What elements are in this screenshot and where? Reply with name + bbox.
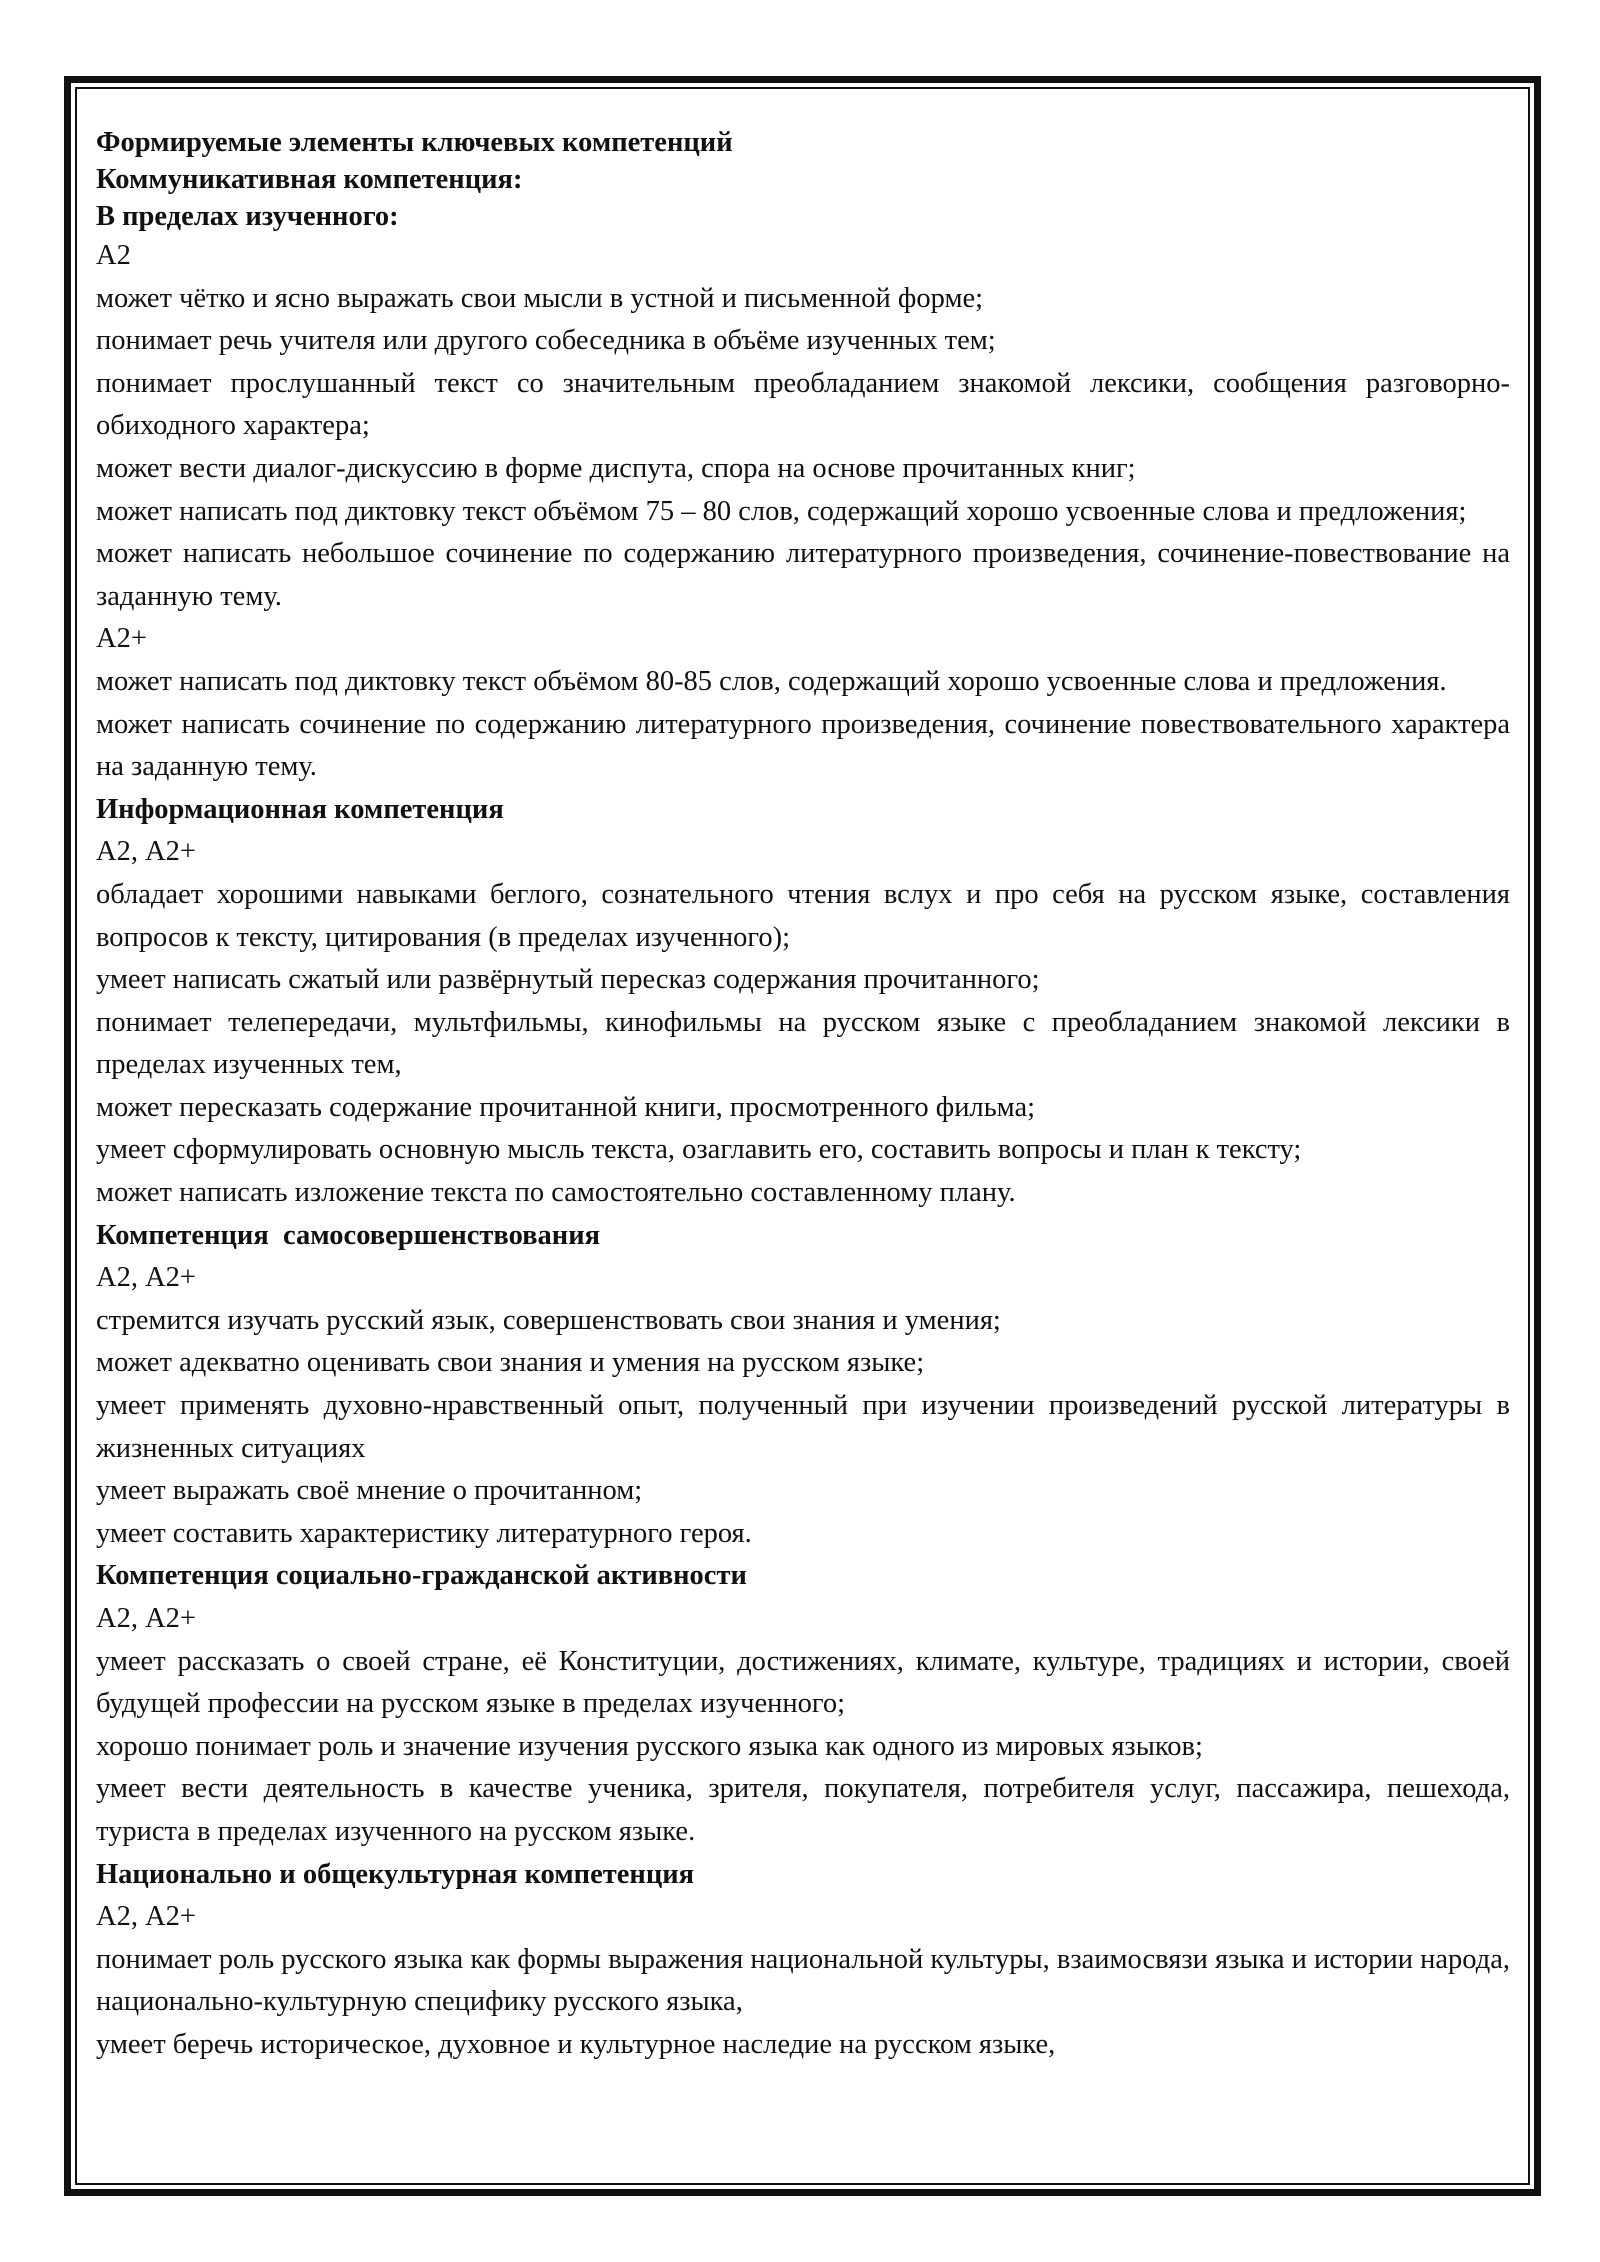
section-heading: Информационная компетенция	[96, 793, 504, 825]
document-body	[96, 124, 1510, 2067]
document-title: Формируемые элементы ключевых компетенций	[96, 127, 733, 158]
list-item: умеет выражать своё мнение о прочитанном;	[96, 1475, 643, 1507]
list-item: хорошо понимает роль и значение изучения русского языка как одного из мировых языков;	[96, 1730, 1203, 1762]
scope-heading: В пределах изученного:	[96, 201, 399, 232]
list-item: понимает прослушанный текст со значительным преобладанием знакомой лексики, сообщения разговорно-обиходного характера;	[96, 367, 1510, 442]
list-item: может написать небольшое сочинение по содержанию литературного произведения, сочинение-повествование на заданную тему.	[96, 538, 1510, 612]
section-heading: Компетенция самосовершенствования	[96, 1219, 601, 1251]
list-item: может адекватно оценивать свои знания и умения на русском языке;	[96, 1347, 925, 1379]
level-label: А2, А2+	[96, 1901, 196, 1933]
section-civic	[96, 1555, 1510, 1853]
section-communicative	[96, 235, 1510, 789]
list-item: может чётко и ясно выражать свои мысли в устной и письменной форме;	[96, 282, 984, 314]
level-label: А2, А2+	[96, 1262, 196, 1294]
level-label: А2, А2+	[96, 1603, 196, 1634]
list-item: может написать под диктовку текст объёмом 75 – 80 слов, содержащий хорошо усвоенные слова и предложения;	[96, 495, 1467, 527]
list-item: может написать сочинение по содержанию литературного произведения, сочинение повествовательного характера на заданную тему.	[96, 708, 1510, 783]
list-item: умеет сформулировать основную мысль текста, озаглавить его, составить вопросы и план к тексту;	[96, 1134, 1302, 1166]
section-heading: Национально и общекультурная компетенция	[96, 1858, 695, 1890]
section-cultural	[96, 1854, 1510, 2067]
section-self-improvement	[96, 1215, 1510, 1556]
list-item: может написать под диктовку текст объёмом 80-85 слов, содержащий хорошо усвоенные слова и предложения.	[96, 665, 1447, 697]
list-item: может пересказать содержание прочитанной книги, просмотренного фильма;	[96, 1091, 1036, 1123]
list-item: стремится изучать русский язык, совершенствовать свои знания и умения;	[96, 1304, 1001, 1336]
section-information	[96, 789, 1510, 1215]
communicative-heading: Коммуникативная компетенция:	[96, 164, 523, 195]
list-item: умеет применять духовно-нравственный опыт, полученный при изучении произведений русской литературы в жизненных ситуациях	[96, 1390, 1510, 1464]
list-item: может вести диалог-дискуссию в форме диспута, спора на основе прочитанных книг;	[96, 452, 1136, 484]
list-item: понимает речь учителя или другого собеседника в объёме изученных тем;	[96, 325, 996, 357]
list-item: умеет вести деятельность в качестве ученика, зрителя, покупателя, потребителя услуг, пассажира, пешехода, туриста в пределах изученного на русском языке.	[96, 1773, 1510, 1847]
level-label-a2: А2	[96, 240, 131, 271]
list-item: умеет написать сжатый или развёрнутый пересказ содержания прочитанного;	[96, 964, 1040, 996]
level-label-a2plus: А2+	[96, 623, 147, 655]
list-item: умеет составить характеристику литературного героя.	[96, 1517, 752, 1549]
list-item: понимает роль русского языка как формы выражения национальной культуры, взаимосвязи языка и истории народа, национально-культурную специфику русского языка,	[96, 1943, 1511, 2018]
list-item: понимает телепередачи, мультфильмы, кинофильмы на русском языке с преобладанием знакомой лексики в пределах изученных тем,	[96, 1006, 1510, 1081]
list-item: обладает хорошими навыками беглого, сознательного чтения вслух и про себя на русском языке, составления вопросов к тексту, цитирования (в пределах изученного);	[96, 878, 1510, 953]
list-item: умеет беречь историческое, духовное и культурное наследие на русском языке,	[96, 2028, 1056, 2060]
level-label: А2, А2+	[96, 836, 196, 868]
section-heading: Компетенция социально-гражданской активности	[96, 1560, 747, 1592]
list-item: может написать изложение текста по самостоятельно составленному плану.	[96, 1177, 1016, 1209]
list-item: умеет рассказать о своей стране, её Конституции, достижениях, климате, культуре, традициях и истории, своей будущей профессии на русском языке в пределах изученного;	[96, 1645, 1510, 1720]
